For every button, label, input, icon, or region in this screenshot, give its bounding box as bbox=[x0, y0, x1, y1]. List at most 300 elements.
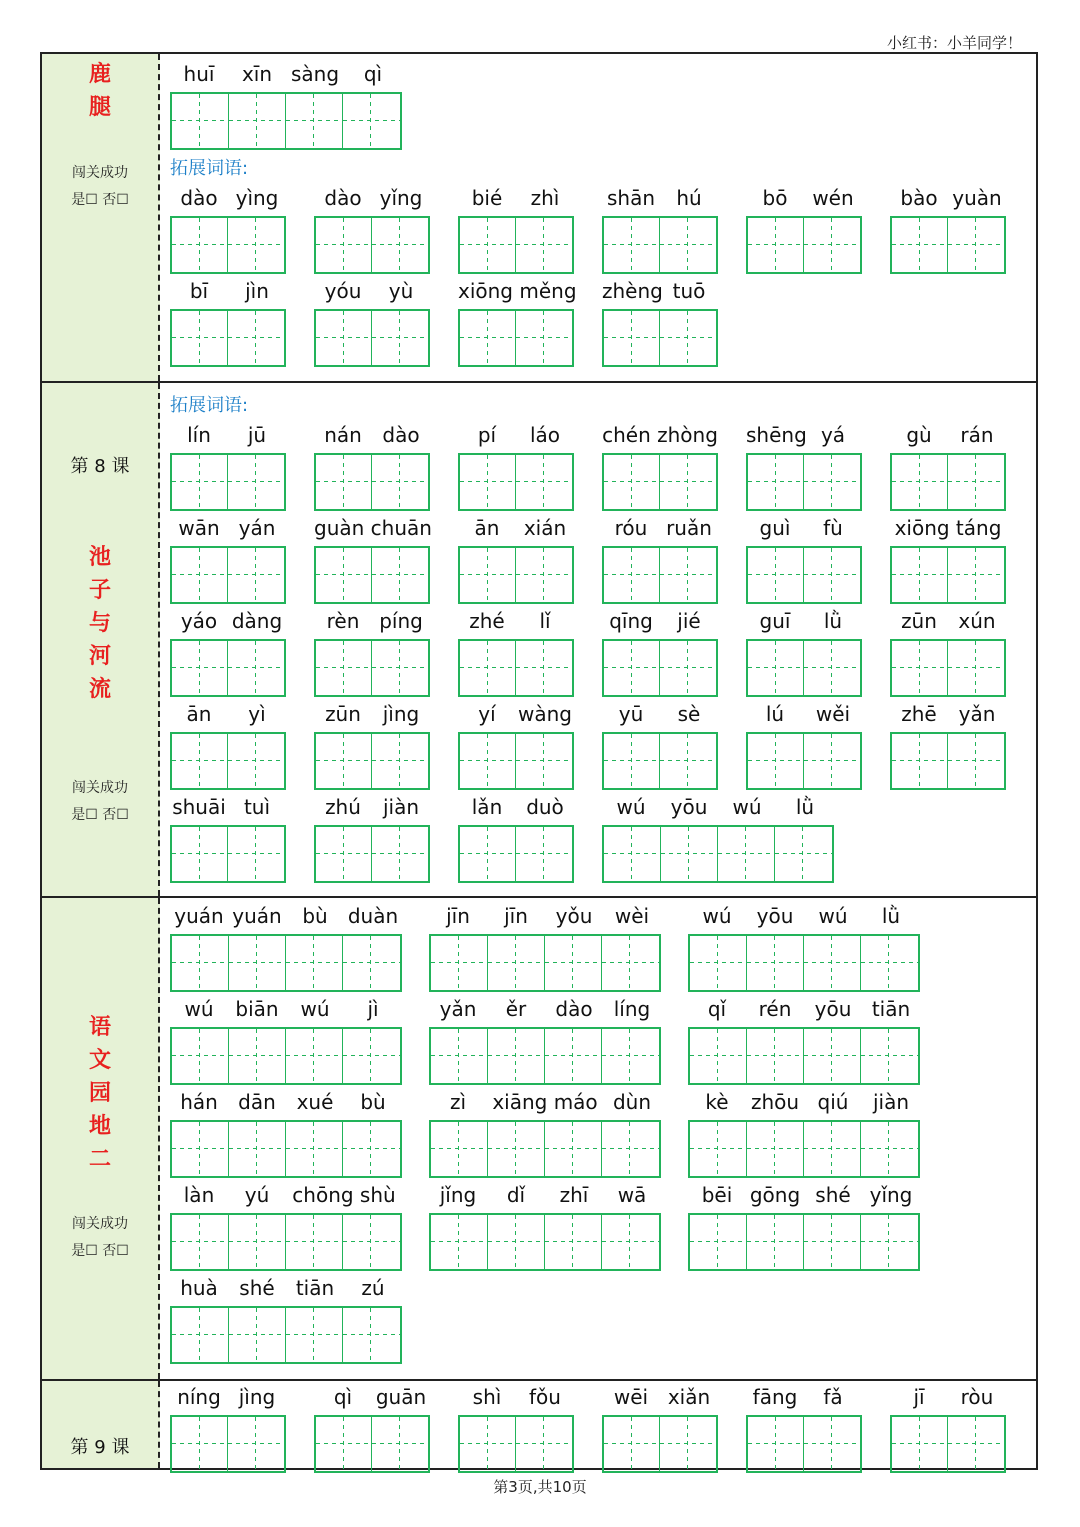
tianzige-grid[interactable] bbox=[688, 1213, 920, 1271]
writing-cell[interactable] bbox=[690, 936, 747, 990]
writing-cell[interactable] bbox=[460, 734, 516, 788]
writing-cell[interactable] bbox=[316, 827, 372, 881]
pinyin-syllable: yán bbox=[238, 516, 276, 540]
writing-cell[interactable] bbox=[228, 548, 284, 602]
pinyin-row bbox=[602, 516, 718, 546]
tianzige-grid[interactable] bbox=[458, 639, 574, 697]
pinyin-syllable: jiàn bbox=[382, 795, 420, 819]
pinyin-row bbox=[314, 1385, 430, 1415]
pinyin-row bbox=[890, 423, 1006, 453]
word-writing-box[interactable] bbox=[746, 702, 862, 790]
writing-cell[interactable] bbox=[316, 641, 372, 695]
word-writing-box[interactable] bbox=[688, 904, 920, 992]
tianzige-grid[interactable] bbox=[314, 453, 430, 511]
pinyin-syllable: rén bbox=[758, 997, 792, 1021]
writing-cell[interactable] bbox=[460, 641, 516, 695]
writing-cell[interactable] bbox=[229, 1122, 286, 1176]
word-writing-box[interactable] bbox=[746, 609, 862, 697]
writing-cell[interactable] bbox=[690, 1029, 747, 1083]
writing-cell[interactable] bbox=[775, 827, 832, 881]
writing-cell[interactable] bbox=[343, 1308, 400, 1362]
writing-cell[interactable] bbox=[804, 455, 860, 509]
writing-cell[interactable] bbox=[228, 827, 284, 881]
word-writing-box[interactable] bbox=[429, 1183, 661, 1271]
watermark: 小红书：小羊同学！ bbox=[886, 34, 1022, 52]
pinyin-row bbox=[170, 1385, 286, 1415]
pinyin-row bbox=[458, 423, 574, 453]
pinyin-syllable: zì bbox=[449, 1090, 467, 1114]
word-writing-box[interactable]: bō wén bbox=[746, 186, 862, 274]
writing-cell[interactable] bbox=[172, 455, 228, 509]
writing-cell[interactable] bbox=[661, 827, 718, 881]
tianzige-grid[interactable] bbox=[170, 1027, 402, 1085]
writing-cell[interactable] bbox=[488, 1029, 545, 1083]
writing-cell[interactable] bbox=[660, 548, 716, 602]
writing-cell[interactable] bbox=[748, 734, 804, 788]
writing-cell[interactable] bbox=[286, 1029, 343, 1083]
writing-cell[interactable] bbox=[516, 827, 572, 881]
pinyin-syllable: qǐ bbox=[707, 997, 727, 1021]
tianzige-grid[interactable] bbox=[429, 934, 661, 992]
word-writing-box[interactable] bbox=[170, 1090, 402, 1178]
pinyin-syllable: zhé bbox=[469, 609, 505, 633]
writing-cell[interactable] bbox=[804, 548, 860, 602]
word-writing-box[interactable] bbox=[890, 423, 1006, 511]
word-writing-box[interactable] bbox=[458, 423, 574, 511]
tianzige-grid[interactable] bbox=[429, 1213, 661, 1271]
writing-cell[interactable] bbox=[604, 455, 660, 509]
writing-cell[interactable] bbox=[602, 1122, 659, 1176]
worksheet bbox=[40, 52, 1038, 1470]
pinyin-syllable: bù bbox=[360, 1090, 386, 1114]
writing-cell[interactable] bbox=[516, 641, 572, 695]
writing-cell[interactable] bbox=[948, 641, 1004, 695]
pinyin-row bbox=[602, 609, 718, 639]
writing-cell[interactable] bbox=[343, 1215, 400, 1269]
word-writing-box[interactable]: shān hú bbox=[602, 186, 718, 274]
writing-cell[interactable] bbox=[748, 548, 804, 602]
writing-cell[interactable] bbox=[545, 1122, 602, 1176]
word-writing-box[interactable] bbox=[429, 904, 661, 992]
writing-cell[interactable] bbox=[892, 734, 948, 788]
word-writing-box[interactable]: bào yuàn bbox=[890, 186, 1006, 274]
pinyin-row bbox=[170, 795, 286, 825]
writing-cell[interactable] bbox=[948, 734, 1004, 788]
writing-cell[interactable] bbox=[604, 641, 660, 695]
word-writing-box[interactable]: bī jìn bbox=[170, 279, 286, 367]
word-writing-box[interactable] bbox=[170, 1276, 402, 1364]
writing-cell[interactable] bbox=[343, 1029, 400, 1083]
tianzige-grid[interactable] bbox=[314, 639, 430, 697]
writing-cell[interactable] bbox=[604, 827, 661, 881]
tianzige-grid[interactable] bbox=[170, 639, 286, 697]
writing-cell[interactable] bbox=[660, 641, 716, 695]
writing-cell[interactable] bbox=[372, 641, 428, 695]
tianzige-grid[interactable] bbox=[746, 546, 862, 604]
writing-cell[interactable] bbox=[488, 1215, 545, 1269]
writing-cell[interactable] bbox=[804, 1417, 860, 1471]
pinyin-syllable: yǒu bbox=[555, 904, 593, 928]
word-writing-box[interactable] bbox=[746, 423, 862, 511]
writing-cell[interactable] bbox=[690, 1122, 747, 1176]
writing-cell[interactable] bbox=[228, 734, 284, 788]
pinyin-syllable: jī bbox=[913, 1385, 925, 1409]
tianzige-grid[interactable] bbox=[314, 825, 430, 883]
pinyin-syllable: jìng bbox=[382, 702, 420, 726]
writing-cell[interactable] bbox=[602, 1215, 659, 1269]
word-writing-box[interactable] bbox=[890, 702, 1006, 790]
tianzige-grid[interactable] bbox=[429, 1027, 661, 1085]
writing-cell[interactable] bbox=[316, 455, 372, 509]
word-writing-box[interactable] bbox=[314, 795, 430, 883]
writing-cell[interactable] bbox=[804, 734, 860, 788]
pinyin-syllable: gù bbox=[906, 423, 932, 447]
tianzige-grid[interactable] bbox=[170, 453, 286, 511]
pinyin-syllable: fù bbox=[823, 516, 843, 540]
word-writing-box[interactable]: bié zhì bbox=[458, 186, 574, 274]
lesson-number: 第 9 课 bbox=[70, 1437, 130, 1458]
pinyin-syllable: yǎn bbox=[439, 997, 477, 1021]
writing-cell[interactable] bbox=[604, 1417, 660, 1471]
pinyin-row bbox=[688, 1090, 920, 1120]
writing-cell[interactable] bbox=[948, 1417, 1004, 1471]
word-writing-box[interactable]: dào yǐng bbox=[314, 186, 430, 274]
pass-checkbox-group[interactable]: 闯关成功 是☐ 否☐ bbox=[71, 165, 129, 208]
word-writing-box[interactable] bbox=[602, 702, 718, 790]
pinyin-row bbox=[688, 997, 920, 1027]
writing-cell[interactable] bbox=[804, 1029, 861, 1083]
tianzige-grid[interactable] bbox=[458, 1415, 574, 1473]
tianzige-grid[interactable] bbox=[602, 546, 718, 604]
pinyin-row bbox=[314, 609, 430, 639]
pinyin-row bbox=[314, 702, 430, 732]
tianzige-grid[interactable] bbox=[314, 546, 430, 604]
pass-checkbox-group[interactable]: 闯关成功 是☐ 否☐ bbox=[71, 1216, 129, 1259]
pinyin-syllable: wèi bbox=[614, 904, 650, 928]
writing-cell[interactable] bbox=[516, 1417, 572, 1471]
word-writing-box[interactable] bbox=[602, 423, 718, 511]
word-writing-box[interactable]: zhèng tuō bbox=[602, 279, 718, 367]
writing-cell[interactable] bbox=[602, 1029, 659, 1083]
tianzige-grid[interactable] bbox=[170, 732, 286, 790]
writing-cell[interactable] bbox=[229, 1308, 286, 1362]
writing-cell[interactable] bbox=[748, 1417, 804, 1471]
writing-cell[interactable] bbox=[804, 1122, 861, 1176]
word-writing-box[interactable]: xiōng měng bbox=[458, 279, 574, 367]
pinyin-syllable: wú bbox=[818, 904, 848, 928]
writing-cell[interactable] bbox=[372, 1417, 428, 1471]
writing-cell[interactable] bbox=[460, 1417, 516, 1471]
writing-cell[interactable] bbox=[516, 455, 572, 509]
pinyin-syllable: tiān bbox=[871, 997, 911, 1021]
writing-cell[interactable] bbox=[516, 548, 572, 602]
writing-cell[interactable] bbox=[172, 641, 228, 695]
tianzige-grid[interactable] bbox=[688, 934, 920, 992]
writing-cell[interactable] bbox=[747, 1215, 804, 1269]
writing-cell[interactable] bbox=[747, 1029, 804, 1083]
pinyin-row bbox=[429, 1090, 661, 1120]
writing-cell[interactable] bbox=[286, 936, 343, 990]
pinyin-syllable: lú bbox=[765, 702, 785, 726]
tianzige-grid[interactable] bbox=[170, 825, 286, 883]
pinyin-row bbox=[170, 1276, 402, 1306]
word-writing-box[interactable] bbox=[170, 516, 286, 604]
word-writing-box[interactable] bbox=[602, 1385, 718, 1473]
writing-cell[interactable] bbox=[861, 1122, 918, 1176]
writing-cell[interactable] bbox=[228, 641, 284, 695]
writing-cell[interactable] bbox=[172, 827, 228, 881]
page-footer: 第3页,共10页 bbox=[493, 1478, 587, 1496]
section-deer-leg bbox=[42, 54, 1036, 383]
pinyin-syllable: wān bbox=[178, 516, 220, 540]
writing-cell[interactable] bbox=[488, 936, 545, 990]
pinyin-row bbox=[890, 609, 1006, 639]
pinyin-row bbox=[314, 516, 430, 546]
writing-cell[interactable] bbox=[804, 936, 861, 990]
word-writing-box[interactable] bbox=[458, 702, 574, 790]
pinyin-syllable: wú bbox=[300, 997, 330, 1021]
writing-cell[interactable] bbox=[372, 455, 428, 509]
word-writing-box[interactable] bbox=[314, 702, 430, 790]
tianzige-grid[interactable] bbox=[458, 546, 574, 604]
writing-cell[interactable] bbox=[172, 1122, 229, 1176]
pinyin-syllable: wàng bbox=[518, 702, 572, 726]
tianzige-grid[interactable] bbox=[314, 1415, 430, 1473]
pinyin-row bbox=[170, 516, 286, 546]
pinyin-syllable: láo bbox=[529, 423, 561, 447]
writing-cell[interactable] bbox=[861, 936, 918, 990]
writing-cell[interactable] bbox=[286, 1122, 343, 1176]
writing-cell[interactable] bbox=[343, 936, 400, 990]
writing-cell[interactable] bbox=[228, 455, 284, 509]
writing-cell[interactable] bbox=[747, 936, 804, 990]
tianzige-grid[interactable] bbox=[458, 453, 574, 511]
writing-cell[interactable] bbox=[228, 1417, 284, 1471]
word-writing-box[interactable] bbox=[602, 795, 834, 883]
pinyin-syllable: gōng bbox=[749, 1183, 801, 1207]
writing-cell[interactable] bbox=[948, 455, 1004, 509]
writing-cell[interactable] bbox=[372, 734, 428, 788]
word-writing-box[interactable] bbox=[314, 516, 430, 604]
word-writing-box[interactable] bbox=[314, 1385, 430, 1473]
pinyin-syllable: huà bbox=[180, 1276, 218, 1300]
writing-cell[interactable] bbox=[431, 936, 488, 990]
word-writing-box[interactable]: dào yìng bbox=[170, 186, 286, 274]
writing-cell[interactable] bbox=[602, 936, 659, 990]
writing-cell[interactable] bbox=[172, 734, 228, 788]
word-writing-box[interactable] bbox=[458, 516, 574, 604]
tianzige-grid[interactable] bbox=[746, 1415, 862, 1473]
writing-cell[interactable] bbox=[316, 1417, 372, 1471]
pinyin-syllable: xiōng táng bbox=[894, 516, 1002, 540]
tianzige-grid[interactable] bbox=[602, 732, 718, 790]
writing-cell[interactable] bbox=[286, 1308, 343, 1362]
writing-cell[interactable] bbox=[892, 1417, 948, 1471]
pinyin-row bbox=[170, 997, 402, 1027]
pinyin-row bbox=[170, 1090, 402, 1120]
word-writing-box[interactable] bbox=[170, 423, 286, 511]
writing-cell[interactable] bbox=[748, 641, 804, 695]
word-writing-box[interactable] bbox=[170, 997, 402, 1085]
writing-cell[interactable] bbox=[372, 548, 428, 602]
word-writing-box[interactable] bbox=[170, 1385, 286, 1473]
word-writing-box[interactable] bbox=[890, 1385, 1006, 1473]
writing-cell[interactable] bbox=[604, 734, 660, 788]
word-writing-box[interactable] bbox=[458, 609, 574, 697]
writing-cell[interactable] bbox=[286, 1215, 343, 1269]
word-writing-box[interactable]: yóu yù bbox=[314, 279, 430, 367]
tianzige-grid[interactable] bbox=[170, 1120, 402, 1178]
writing-cell[interactable] bbox=[747, 1122, 804, 1176]
tianzige-grid[interactable] bbox=[890, 1415, 1006, 1473]
tianzige-grid[interactable] bbox=[429, 1120, 661, 1178]
writing-cell[interactable] bbox=[804, 1215, 861, 1269]
word-writing-box[interactable] bbox=[688, 997, 920, 1085]
tianzige-grid[interactable] bbox=[602, 1415, 718, 1473]
tianzige-grid[interactable] bbox=[890, 639, 1006, 697]
word-writing-box[interactable]: huī xīn sàng qì bbox=[170, 62, 402, 150]
writing-cell[interactable] bbox=[660, 455, 716, 509]
pinyin-row bbox=[458, 609, 574, 639]
tianzige-grid[interactable] bbox=[890, 546, 1006, 604]
word-writing-box[interactable] bbox=[688, 1183, 920, 1271]
pinyin-syllable: píng bbox=[379, 609, 423, 633]
writing-cell[interactable] bbox=[804, 641, 860, 695]
tianzige-grid[interactable] bbox=[170, 1306, 402, 1364]
writing-cell[interactable] bbox=[316, 548, 372, 602]
writing-cell[interactable] bbox=[948, 548, 1004, 602]
writing-cell[interactable] bbox=[229, 1029, 286, 1083]
tianzige-grid[interactable] bbox=[688, 1120, 920, 1178]
writing-cell[interactable] bbox=[892, 455, 948, 509]
writing-cell[interactable] bbox=[431, 1122, 488, 1176]
writing-cell[interactable] bbox=[431, 1029, 488, 1083]
writing-cell[interactable] bbox=[460, 455, 516, 509]
writing-cell[interactable] bbox=[545, 1029, 602, 1083]
pinyin-syllable: xiǎn bbox=[667, 1385, 711, 1409]
pinyin-syllable: yū bbox=[618, 702, 644, 726]
pinyin-syllable: lǐ bbox=[539, 609, 551, 633]
pass-checkbox-group[interactable]: 闯关成功 是☐ 否☐ bbox=[71, 780, 129, 823]
writing-cell[interactable] bbox=[229, 1215, 286, 1269]
pinyin-syllable: chōng shù bbox=[292, 1183, 396, 1207]
writing-cell[interactable] bbox=[172, 936, 229, 990]
writing-cell[interactable] bbox=[892, 548, 948, 602]
word-writing-box[interactable] bbox=[746, 516, 862, 604]
word-writing-box[interactable] bbox=[458, 795, 574, 883]
word-writing-box[interactable] bbox=[170, 904, 402, 992]
tianzige-grid[interactable] bbox=[890, 732, 1006, 790]
writing-cell[interactable] bbox=[343, 1122, 400, 1176]
writing-cell[interactable] bbox=[372, 827, 428, 881]
word-writing-box[interactable] bbox=[746, 1385, 862, 1473]
writing-cell[interactable] bbox=[431, 1215, 488, 1269]
writing-cell[interactable] bbox=[488, 1122, 545, 1176]
pinyin-syllable: lǜ bbox=[823, 609, 843, 633]
word-writing-box[interactable] bbox=[890, 516, 1006, 604]
tianzige-grid[interactable] bbox=[170, 1415, 286, 1473]
writing-cell[interactable] bbox=[316, 734, 372, 788]
pinyin-syllable: wā bbox=[617, 1183, 647, 1207]
writing-cell[interactable] bbox=[660, 734, 716, 788]
word-writing-box[interactable] bbox=[890, 609, 1006, 697]
word-writing-box[interactable] bbox=[314, 423, 430, 511]
writing-cell[interactable] bbox=[604, 548, 660, 602]
writing-cell[interactable] bbox=[172, 548, 228, 602]
writing-cell[interactable] bbox=[861, 1215, 918, 1269]
word-writing-box[interactable] bbox=[170, 1183, 402, 1271]
pinyin-syllable: sè bbox=[677, 702, 701, 726]
tianzige-grid[interactable] bbox=[170, 546, 286, 604]
writing-cell[interactable] bbox=[545, 1215, 602, 1269]
writing-cell[interactable] bbox=[172, 1029, 229, 1083]
word-writing-box[interactable] bbox=[170, 702, 286, 790]
pinyin-row bbox=[746, 423, 862, 453]
tianzige-grid[interactable] bbox=[458, 732, 574, 790]
writing-cell[interactable] bbox=[172, 1215, 229, 1269]
writing-cell[interactable] bbox=[718, 827, 775, 881]
word-writing-box[interactable] bbox=[429, 997, 661, 1085]
writing-cell[interactable] bbox=[460, 827, 516, 881]
writing-cell[interactable] bbox=[460, 548, 516, 602]
writing-cell[interactable] bbox=[545, 936, 602, 990]
pinyin-row bbox=[890, 702, 1006, 732]
pinyin-syllable: guī bbox=[759, 609, 791, 633]
writing-cell[interactable] bbox=[229, 936, 286, 990]
word-writing-box[interactable] bbox=[602, 609, 718, 697]
tianzige-grid[interactable] bbox=[890, 453, 1006, 511]
tianzige-grid[interactable] bbox=[170, 1213, 402, 1271]
writing-cell[interactable] bbox=[516, 734, 572, 788]
pinyin-syllable: yōu bbox=[814, 997, 852, 1021]
word-writing-box[interactable] bbox=[170, 609, 286, 697]
pinyin-syllable: fāng bbox=[752, 1385, 798, 1409]
writing-cell[interactable] bbox=[172, 1308, 229, 1362]
pinyin-row bbox=[429, 1183, 661, 1213]
pinyin-syllable: qì bbox=[333, 1385, 353, 1409]
word-writing-box[interactable] bbox=[314, 609, 430, 697]
writing-cell[interactable] bbox=[861, 1029, 918, 1083]
word-writing-box[interactable] bbox=[458, 1385, 574, 1473]
word-writing-box[interactable] bbox=[429, 1090, 661, 1178]
word-writing-box[interactable] bbox=[170, 795, 286, 883]
tianzige-grid[interactable] bbox=[602, 453, 718, 511]
tianzige-grid[interactable] bbox=[688, 1027, 920, 1085]
section-lesson-9 bbox=[42, 1381, 1036, 1468]
writing-cell[interactable] bbox=[690, 1215, 747, 1269]
pinyin-syllable: lǎn bbox=[471, 795, 503, 819]
extension-words-label: 拓展词语: bbox=[170, 395, 249, 416]
writing-cell[interactable] bbox=[748, 455, 804, 509]
word-writing-box[interactable] bbox=[688, 1090, 920, 1178]
pinyin-row bbox=[458, 516, 574, 546]
tianzige-grid[interactable] bbox=[746, 732, 862, 790]
tianzige-grid[interactable] bbox=[746, 639, 862, 697]
word-writing-box[interactable] bbox=[602, 516, 718, 604]
tianzige-grid[interactable] bbox=[170, 934, 402, 992]
writing-cell[interactable] bbox=[892, 641, 948, 695]
pinyin-syllable: dào bbox=[555, 997, 593, 1021]
pinyin-syllable: duò bbox=[526, 795, 564, 819]
tianzige-grid[interactable] bbox=[602, 825, 834, 883]
tianzige-grid[interactable] bbox=[746, 453, 862, 511]
tianzige-grid[interactable] bbox=[458, 825, 574, 883]
pinyin-syllable: duàn bbox=[347, 904, 399, 928]
tianzige-grid[interactable] bbox=[314, 732, 430, 790]
writing-cell[interactable] bbox=[660, 1417, 716, 1471]
tianzige-grid[interactable] bbox=[602, 639, 718, 697]
writing-cell[interactable] bbox=[172, 1417, 228, 1471]
